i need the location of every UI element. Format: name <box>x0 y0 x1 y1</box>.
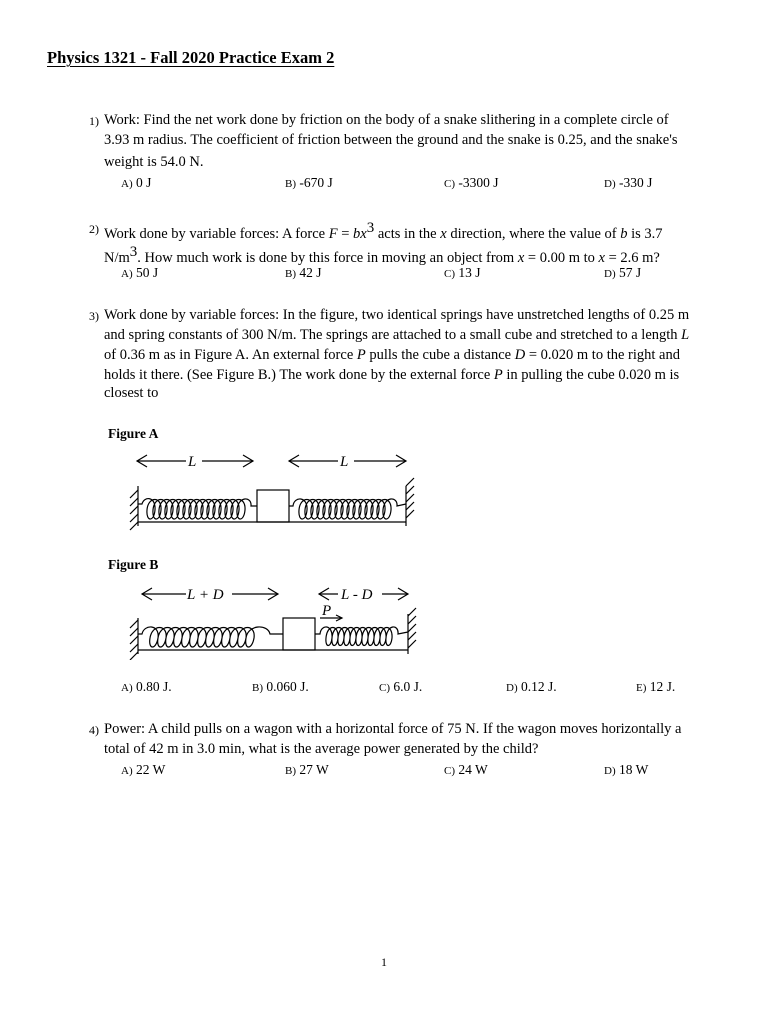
question-text-line: Power: A child pulls on a wagon with a horizontal force of 75 N. If the wagon moves horizontally a <box>104 721 682 737</box>
answer-option-a[interactable]: A) 0.80 J. <box>121 679 172 694</box>
answer-option-d[interactable]: D) 0.12 J. <box>506 679 557 694</box>
question-text-line: total of 42 m in 3.0 min, what is the average power generated by the child? <box>104 741 539 757</box>
answer-option-c[interactable]: C) 24 W <box>444 762 488 777</box>
figure-a-label: Figure A <box>108 426 159 441</box>
page-number: 1 <box>381 955 387 969</box>
dimension-label-left: L + D <box>187 587 224 603</box>
question-number: 1) <box>89 114 99 128</box>
question-text-line: 3.93 m radius. The coefficient of friction between the ground and the snake is 0.25, and the snake's <box>104 132 678 148</box>
answer-option-d[interactable]: D) -330 J <box>604 175 653 190</box>
dimension-label-right: L - D <box>341 587 373 603</box>
question-text-line: weight is 54.0 N. <box>104 154 204 170</box>
question-text-line: Work: Find the net work done by friction on the body of a snake slithering in a complete circle of <box>104 112 669 128</box>
question-text-line: closest to <box>104 385 159 401</box>
answer-option-b[interactable]: B) 27 W <box>285 762 329 777</box>
answer-option-d[interactable]: D) 57 J <box>604 265 642 280</box>
answer-option-b[interactable]: B) -670 J <box>285 175 333 190</box>
figure-b-label: Figure B <box>108 557 159 572</box>
figure-b-diagram <box>120 580 430 660</box>
answer-option-c[interactable]: C) -3300 J <box>444 175 499 190</box>
answer-option-e[interactable]: E) 12 J. <box>636 679 676 694</box>
answer-option-a[interactable]: A) 0 J <box>121 175 152 190</box>
question-text-line: Work done by variable forces: In the figure, two identical springs have unstretched lengths of 0.25 m <box>104 307 690 323</box>
answer-option-c[interactable]: C) 13 J <box>444 265 481 280</box>
question-text-line: $N/m^3$. How much work is done by this force in moving an object from x = 0.00 m to x = 2.6 m? <box>104 244 660 266</box>
answer-option-b[interactable]: B) 0.060 J. <box>252 679 309 694</box>
page-title: Physics 1321 - Fall 2020 Practice Exam 2 <box>47 48 335 67</box>
dimension-label-left: L <box>188 454 197 470</box>
answer-option-a[interactable]: A) 50 J <box>121 265 159 280</box>
answer-option-b[interactable]: B) 42 J <box>285 265 322 280</box>
question-number: 3) <box>89 309 99 323</box>
question-text-line: of 0.36 m as in Figure A. An external force P pulls the cube a distance D = 0.020 m to the right and <box>104 347 680 363</box>
question-text-line: holds it there. (See Figure B.) The work done by the external force P in pulling the cube 0.020 m is <box>104 367 680 383</box>
force-label: P <box>322 603 332 619</box>
answer-option-a[interactable]: A) 22 W <box>121 762 166 777</box>
answer-option-d[interactable]: D) 18 W <box>604 762 649 777</box>
question-text-line: and spring constants of 300 N/m. The springs are attached to a small cube and stretched to a length L <box>104 327 690 343</box>
figure-a-diagram <box>120 448 430 534</box>
dimension-label-right: L <box>340 454 349 470</box>
answer-option-c[interactable]: C) 6.0 J. <box>379 679 423 694</box>
question-text-line: Work done by variable forces: A force $F = bx^3$ acts in the x direction, where the value of b is 3.7 <box>104 220 663 242</box>
question-number: 4) <box>89 723 99 737</box>
question-number: 2) <box>89 222 99 236</box>
